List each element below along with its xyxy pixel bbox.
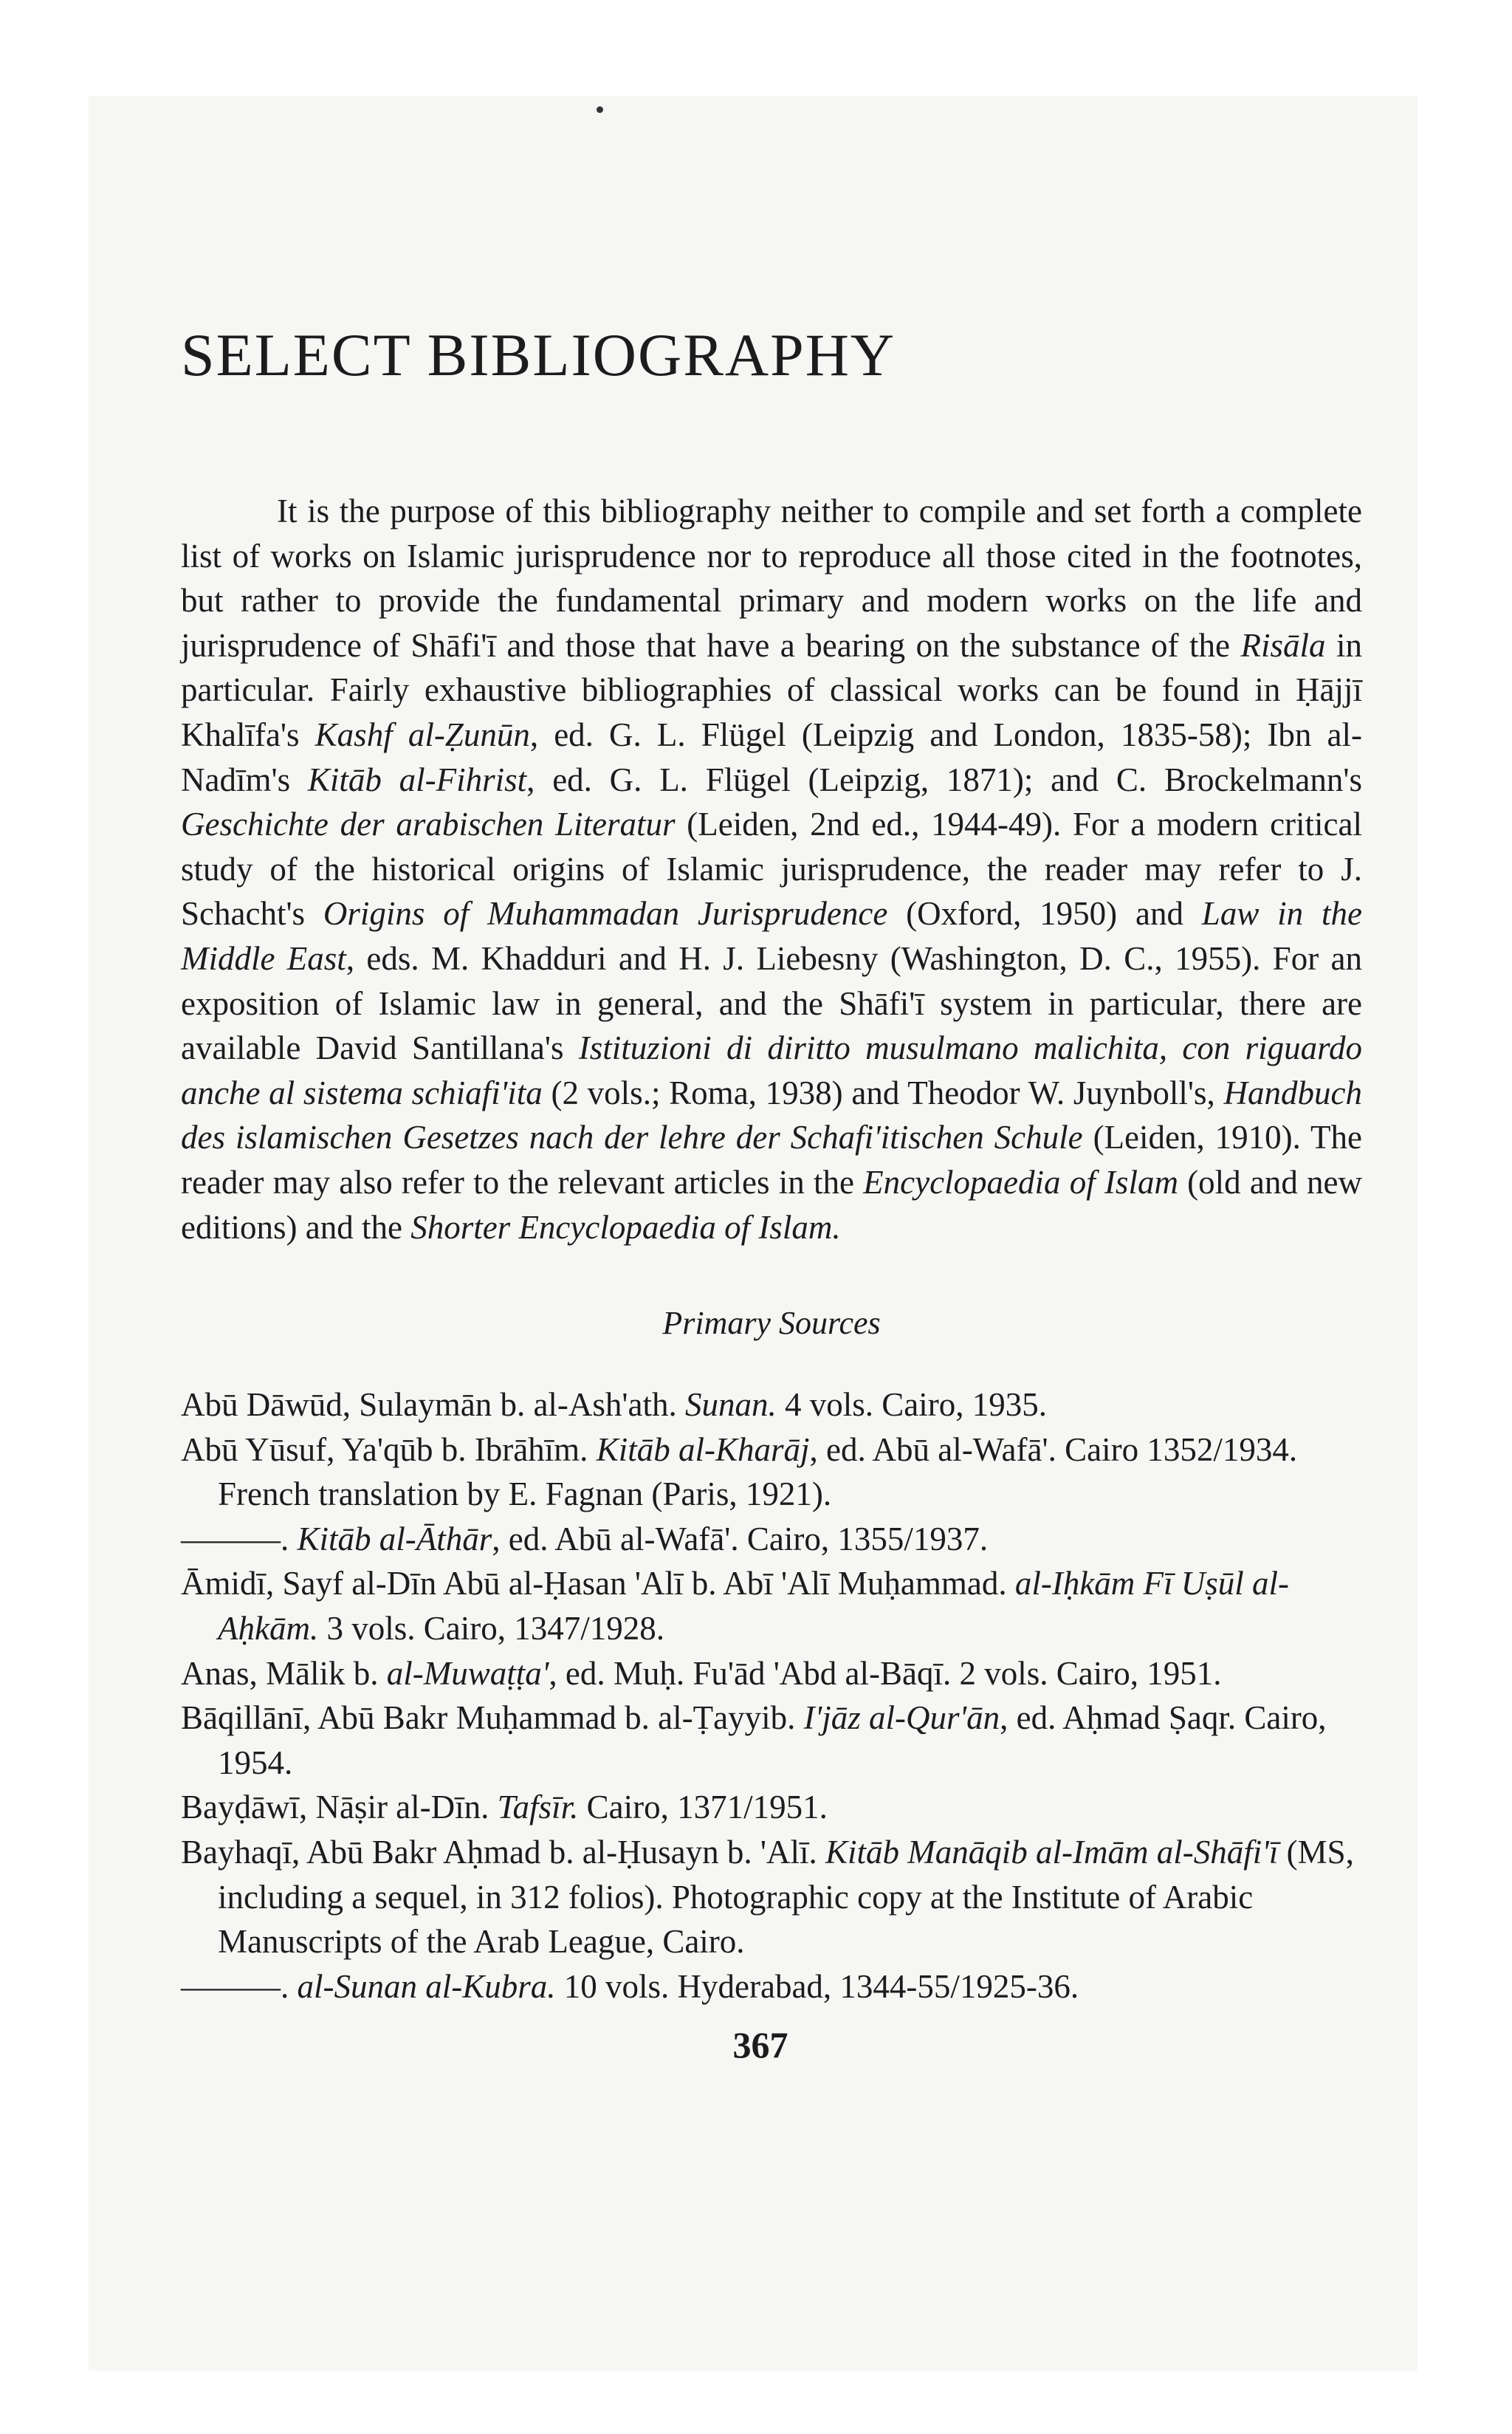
page-heading: SELECT BIBLIOGRAPHY <box>181 321 896 388</box>
bibliography-entry: Bāqillānī, Abū Bakr Muḥammad b. al-Ṭayyib. I'jāz al-Qur'ān, ed. Aḥmad Ṣaqr. Cairo, 1954. <box>181 1699 1327 1781</box>
bibliography-entry: Abū Dāwūd, Sulaymān b. al-Ash'ath. Sunan. 4 vols. Cairo, 1935. <box>181 1386 1047 1424</box>
page-speck <box>597 106 603 113</box>
bibliography-entry: ———. Kitāb al-Āthār, ed. Abū al-Wafā'. Cairo, 1355/1937. <box>181 1520 989 1557</box>
section-title: Primary Sources <box>662 1305 881 1342</box>
bibliography-entry: Abū Yūsuf, Ya'qūb b. Ibrāhīm. Kitāb al-Kharāj, ed. Abū al-Wafā'. Cairo 1352/1934. French translation by E. Fagnan (Paris, 1921). <box>181 1430 1298 1513</box>
bibliography-entry: Bayḍāwī, Nāṣir al-Dīn. Tafsīr. Cairo, 1371/1951. <box>181 1789 828 1826</box>
intro-paragraph: It is the purpose of this bibliography neither to compile and set forth a complete list of works on Islamic jurisprudence nor to reproduce all those cited in the footnotes, but rather to provide the fundamental primary and modern works on the life and jurisprudence of Shāfi'ī and those that have a bearing on the substance of the Risāla in particular. Fairly exhaustive bibliographies of classical works can be found in Ḥājjī Khalīfa's Kashf al-Ẓunūn, ed. G. L. Flügel (Leipzig and London, 1835-58); Ibn al-Nadīm's Kitāb al-Fihrist, ed. G. L. Flügel (Leipzig, 1871); and C. Brockelmann's Geschichte der arabischen Literatur (Leiden, 2nd ed., 1944-49). For a modern critical study of the historical origins of Islamic jurisprudence, the reader may refer to J. Schacht's Origins of Muhammadan Jurisprudence (Oxford, 1950) and Law in the Middle East, eds. M. Khadduri and H. J. Liebesny (Washington, D. C., 1955). For an exposition of Islamic law in general, and the Shāfi'ī system in particular, there are available David Santillana's Istituzioni di diritto musulmano malichita, con riguardo anche al sistema schiafi'ita (2 vols.; Roma, 1938) and Theodor W. Juynboll's, Handbuch des islamischen Gesetzes nach der lehre der Schafi'itischen Schule (Leiden, 1910). The reader may also refer to the relevant articles in the Encyclopaedia of Islam (old and new editions) and the Shorter Encyclopaedia of Islam. <box>181 493 1363 1246</box>
page-number: 367 <box>732 2024 788 2066</box>
bibliography-entry: ———. al-Sunan al-Kubra. 10 vols. Hyderabad, 1344-55/1925-36. <box>181 1967 1079 2005</box>
bibliography-entry: Anas, Mālik b. al-Muwaṭṭa', ed. Muḥ. Fu'ād 'Abd al-Bāqī. 2 vols. Cairo, 1951. <box>181 1654 1222 1692</box>
bibliography-entry: Bayhaqī, Abū Bakr Aḥmad b. al-Ḥusayn b. 'Alī. Kitāb Manāqib al-Imām al-Shāfi'ī (MS, including a sequel, in 312 folios). Photographic copy at the Institute of Arabic Manuscripts of the Arab League, Cairo. <box>181 1834 1354 1961</box>
bibliography-entries <box>181 1382 1362 2009</box>
bibliography-page <box>181 321 1363 2066</box>
bibliography-entry: Āmidī, Sayf al-Dīn Abū al-Ḥasan 'Alī b. Abī 'Alī Muḥammad. al-Iḥkām Fī Uṣūl al-Aḥkām. 3 vols. Cairo, 1347/1928. <box>181 1565 1290 1648</box>
